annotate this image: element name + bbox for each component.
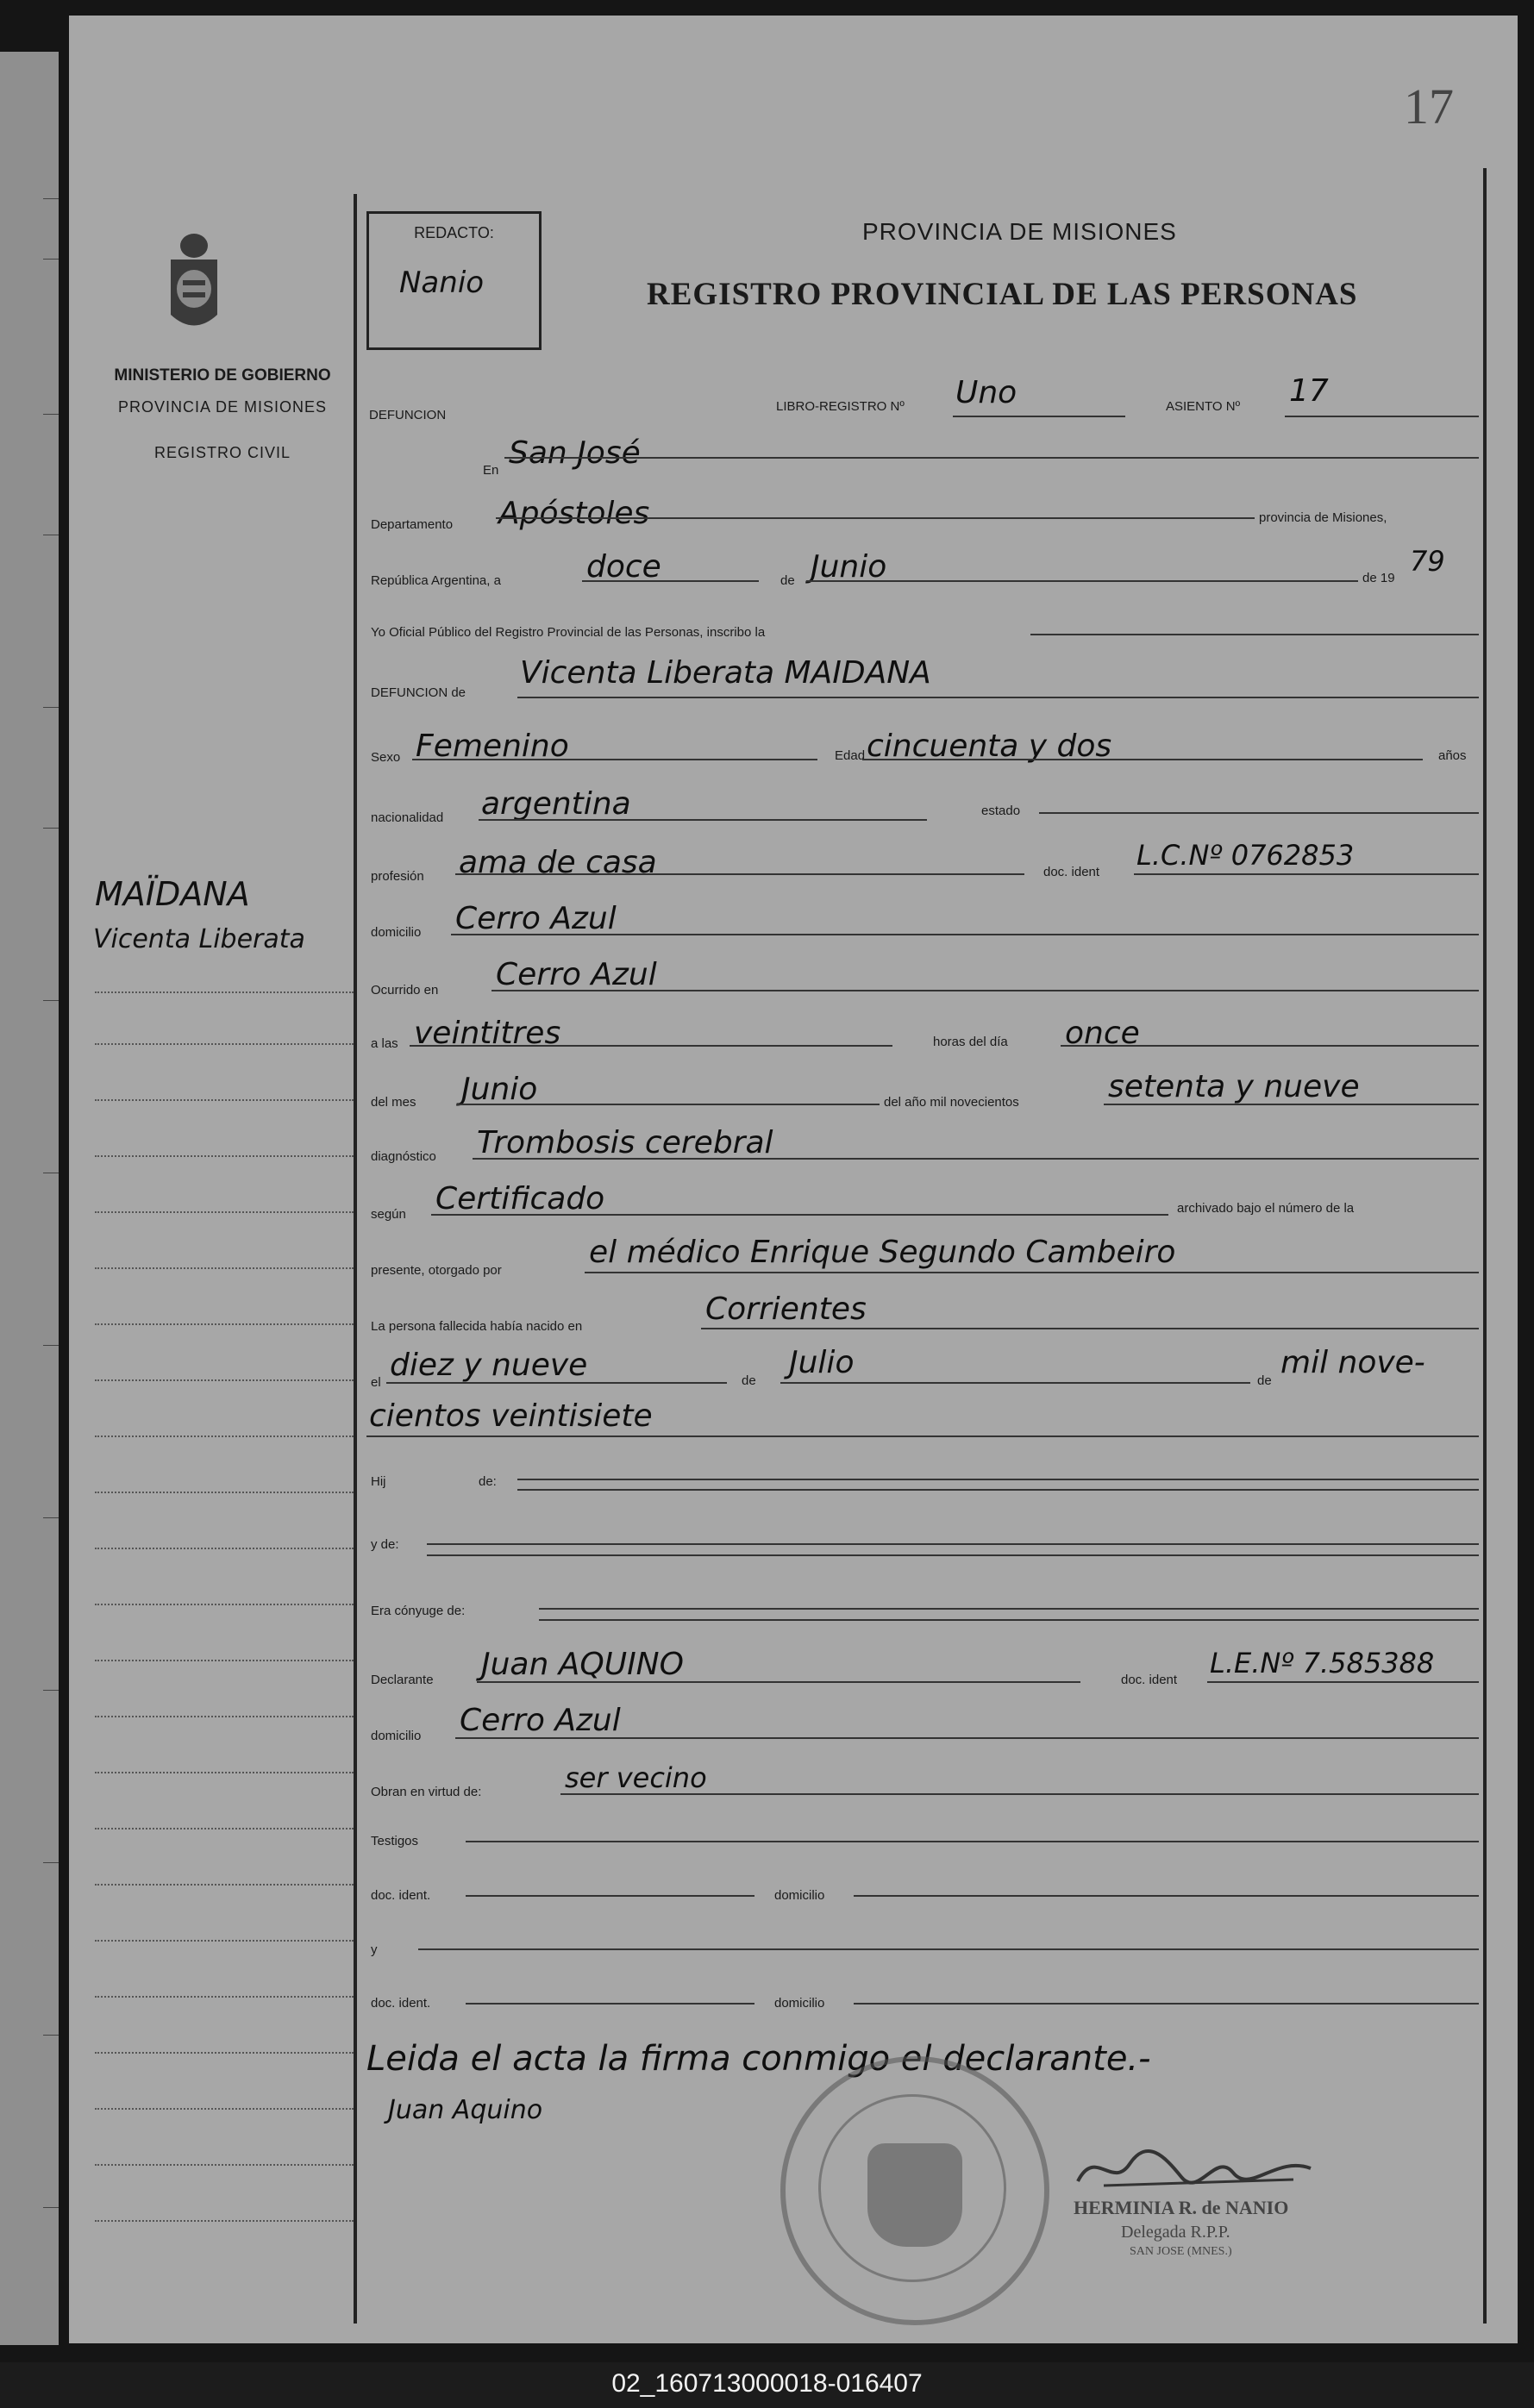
margin-ruling: [95, 1940, 354, 1942]
conyuge-line-2: [539, 1619, 1479, 1621]
diagnostico-value: Trombosis cerebral: [477, 1125, 773, 1160]
facing-page-rule: [43, 1000, 59, 1001]
doc-ident-value: L.C.Nº 0762853: [1136, 839, 1355, 872]
margin-ruling: [95, 2220, 354, 2222]
ministry-seal: [164, 228, 224, 341]
margin-ruling: [95, 1660, 354, 1661]
testigo2-doc-line: [466, 2003, 754, 2005]
testigo1-doc-line: [466, 1895, 754, 1897]
declarante-signature: Juan Aquino: [388, 2095, 543, 2125]
testigo-y-label: y: [371, 1942, 378, 1957]
margin-ruling: [95, 2108, 354, 2110]
margin-ruling: [95, 1267, 354, 1269]
ocurrido-value: Cerro Azul: [496, 957, 657, 992]
header-province: PROVINCIA DE MISIONES: [862, 218, 1177, 245]
nacimiento-lugar-line: [701, 1328, 1479, 1329]
margin-ruling: [95, 1548, 354, 1549]
domicilio-line: [451, 934, 1479, 935]
nacionalidad-label: nacionalidad: [371, 810, 444, 825]
sexo-line: [412, 759, 817, 760]
segun-value: Certificado: [435, 1181, 605, 1217]
hora-dia-label: horas del día: [933, 1035, 1008, 1049]
fecha-mes: Junio: [811, 549, 887, 585]
testigo2-dom-line: [854, 2003, 1479, 2005]
conyuge-label: Era cónyuge de:: [371, 1604, 466, 1618]
nacimiento-dia-line: [386, 1382, 727, 1384]
redacto-box: [366, 211, 542, 350]
nacimiento-lugar: Corrientes: [705, 1292, 867, 1327]
official-stamp: [780, 2056, 1049, 2325]
declarante-line: [477, 1681, 1080, 1683]
fecha-prefix: República Argentina, a: [371, 573, 501, 588]
margin-ruling: [95, 1211, 354, 1213]
closing-text: Leida el acta la firma conmigo el declarante.-: [366, 2039, 1151, 2079]
edad-line: [862, 759, 1423, 760]
ocurrido-line: [492, 990, 1479, 991]
margin-ruling: [95, 1604, 354, 1605]
margin-ruling: [95, 1155, 354, 1157]
nacionalidad-value: argentina: [481, 786, 631, 822]
margin-ruling: [95, 1996, 354, 1998]
hijo-label: Hij: [371, 1474, 386, 1489]
facing-page-rule: [43, 707, 59, 708]
margin-given-names: Vicenta Liberata: [93, 924, 305, 954]
mes-label: del mes: [371, 1095, 416, 1110]
facing-page-rule: [43, 1690, 59, 1691]
hora-prefix: a las: [371, 1036, 398, 1051]
libro-value: Uno: [955, 375, 1017, 410]
obran-label: Obran en virtud de:: [371, 1785, 482, 1799]
officer-signature: [1069, 2138, 1319, 2198]
margin-ruling: [95, 1492, 354, 1493]
conyuge-line-1: [539, 1608, 1479, 1610]
profesion-value: ama de casa: [459, 845, 657, 880]
testigo1-dom-label: domicilio: [774, 1888, 825, 1903]
doc-ident-label: doc. ident: [1043, 865, 1100, 879]
anio-value: setenta y nueve: [1108, 1069, 1360, 1104]
right-rule: [1483, 168, 1487, 2324]
fecha-mes-line: [806, 580, 1358, 582]
diagnostico-label: diagnóstico: [371, 1149, 436, 1164]
margin-ruling: [95, 1828, 354, 1829]
anio-label: del año mil novecientos: [884, 1095, 1019, 1110]
mes-line: [457, 1104, 880, 1105]
presente-line: [585, 1272, 1479, 1273]
officer-title: Delegada R.P.P.: [1121, 2223, 1230, 2242]
mes-value: Junio: [461, 1072, 538, 1107]
nacionalidad-line: [479, 819, 927, 821]
declarante-label: Declarante: [371, 1673, 434, 1687]
fecha-dia: doce: [586, 549, 661, 585]
facing-page-rule: [43, 1517, 59, 1518]
lugar-value: San José: [509, 435, 641, 471]
testigo2-dom-label: domicilio: [774, 1996, 825, 2011]
facing-page-rule: [43, 198, 59, 199]
nacimiento-label: La persona fallecida había nacido en: [371, 1319, 583, 1334]
ministry-title: MINISTERIO DE GOBIERNO: [114, 366, 331, 385]
margin-ruling: [95, 2052, 354, 2054]
fecha-dia-line: [582, 580, 759, 582]
testigo-y-line: [418, 1948, 1479, 1950]
hora-dia-line: [1061, 1045, 1479, 1047]
nacimiento-dia: diez y nueve: [390, 1348, 588, 1383]
segun-suffix: archivado bajo el número de la: [1177, 1201, 1355, 1216]
obran-value: ser vecino: [565, 1761, 707, 1794]
fallecido-label: DEFUNCION de: [371, 685, 466, 700]
facing-page-edge: [0, 52, 59, 2345]
presente-value: el médico Enrique Segundo Cambeiro: [589, 1235, 1176, 1270]
departamento-label: Departamento: [371, 517, 454, 532]
fecha-year: 79: [1410, 545, 1445, 578]
y-de-line-2: [427, 1554, 1479, 1556]
doc-ident-line: [1134, 873, 1479, 875]
declarante-doc-value: L.E.Nº 7.585388: [1210, 1647, 1435, 1679]
margin-ruling: [95, 2164, 354, 2166]
nacimiento-anio-line: [366, 1435, 1479, 1437]
fallecido-value: Vicenta Liberata MAIDANA: [520, 655, 931, 691]
y-de-line-1: [427, 1543, 1479, 1545]
facing-page-rule: [43, 2035, 59, 2036]
testigos-line: [466, 1841, 1479, 1842]
asiento-line: [1285, 416, 1479, 417]
oficial-statement: Yo Oficial Público del Registro Provincial de las Personas, inscribo la: [371, 625, 766, 640]
domicilio-label: domicilio: [371, 925, 422, 940]
libro-line: [953, 416, 1125, 417]
presente-label: presente, otorgado por: [371, 1263, 502, 1278]
hora-value: veintitres: [414, 1016, 561, 1051]
hora-line: [410, 1045, 892, 1047]
margin-ruling: [95, 1716, 354, 1717]
nacimiento-mes: Julio: [789, 1345, 855, 1380]
nacimiento-de-label: de: [742, 1373, 756, 1388]
facing-page-rule: [43, 2207, 59, 2208]
profesion-label: profesión: [371, 869, 424, 884]
edad-label: Edad: [835, 748, 866, 763]
asiento-value: 17: [1289, 373, 1329, 409]
diagnostico-line: [473, 1158, 1479, 1160]
ocurrido-label: Ocurrido en: [371, 983, 439, 998]
anio-line: [1104, 1104, 1479, 1105]
margin-ruling: [95, 1323, 354, 1325]
provincia-suffix: provincia de Misiones,: [1259, 510, 1387, 525]
nacimiento-el-label: el: [371, 1375, 381, 1390]
fecha-year-label: de 19: [1362, 571, 1395, 585]
profesion-line: [455, 873, 1024, 875]
domicilio-declarante-label: domicilio: [371, 1729, 422, 1743]
margin-ruling: [95, 1099, 354, 1101]
scan-footer-id: 02_160713000018-016407: [0, 2362, 1534, 2408]
ministry-province: PROVINCIA DE MISIONES: [117, 398, 328, 416]
act-type-label: DEFUNCION: [369, 408, 447, 422]
estado-label: estado: [981, 804, 1021, 818]
edad-suffix: años: [1438, 748, 1467, 763]
oficial-line: [1030, 634, 1479, 635]
asiento-label: ASIENTO Nº: [1166, 399, 1241, 414]
hijo-line-1: [517, 1479, 1479, 1480]
libro-label: LIBRO-REGISTRO Nº: [776, 399, 905, 414]
ministry-office: REGISTRO CIVIL: [153, 444, 291, 461]
nacimiento-de2-label: de: [1257, 1373, 1272, 1388]
sexo-label: Sexo: [371, 750, 401, 765]
facing-page-rule: [43, 414, 59, 415]
redacto-label: REDACTO:: [414, 224, 494, 241]
departamento-value: Apóstoles: [498, 496, 650, 531]
margin-rule: [354, 194, 357, 2324]
facing-page-rule: [43, 1345, 59, 1346]
obran-line: [560, 1793, 1479, 1795]
margin-surname: MAÏDANA: [95, 875, 250, 913]
fallecido-line: [517, 697, 1479, 698]
domicilio-value: Cerro Azul: [455, 901, 617, 936]
hijo-line-2: [517, 1489, 1479, 1491]
estado-line: [1039, 812, 1479, 814]
testigo2-doc-label: doc. ident.: [371, 1996, 431, 2011]
margin-ruling: [95, 1435, 354, 1437]
sexo-value: Femenino: [416, 729, 569, 764]
facing-page-rule: [43, 828, 59, 829]
testigos-label: Testigos: [371, 1834, 419, 1848]
fecha-de-label: de: [780, 573, 795, 588]
page-number: 17: [1404, 78, 1454, 134]
officer-name: HERMINIA R. de NANIO: [1074, 2197, 1289, 2218]
redacto-value: Nanio: [399, 266, 485, 300]
domicilio-declarante-line: [455, 1737, 1479, 1739]
domicilio-declarante-value: Cerro Azul: [460, 1703, 621, 1738]
departamento-line: [496, 517, 1255, 519]
margin-ruling: [95, 1043, 354, 1045]
testigo1-doc-label: doc. ident.: [371, 1888, 431, 1903]
y-de-label: y de:: [371, 1537, 399, 1552]
hijo-de-label: de:: [479, 1474, 497, 1489]
lugar-label: En: [483, 463, 499, 478]
nacimiento-anio-line2: cientos veintisiete: [369, 1398, 653, 1434]
declarante-doc-label: doc. ident: [1121, 1673, 1178, 1687]
nacimiento-anio-line1: mil nove-: [1280, 1345, 1425, 1380]
margin-ruling: [95, 1884, 354, 1886]
officer-place: SAN JOSE (MNES.): [1130, 2245, 1232, 2258]
stamp-emblem-icon: [867, 2143, 962, 2247]
nacimiento-mes-line: [780, 1382, 1250, 1384]
margin-ruling: [95, 1772, 354, 1773]
margin-ruling: [95, 991, 354, 993]
declarante-value: Juan AQUINO: [481, 1647, 684, 1682]
margin-ruling: [95, 1379, 354, 1381]
hora-dia: once: [1065, 1016, 1140, 1051]
header-registry: REGISTRO PROVINCIAL DE LAS PERSONAS: [647, 277, 1358, 312]
edad-value: cincuenta y dos: [867, 729, 1112, 764]
register-page: [69, 16, 1518, 2343]
facing-page-rule: [43, 1862, 59, 1863]
declarante-doc-line: [1207, 1681, 1479, 1683]
segun-label: según: [371, 1207, 406, 1222]
lugar-line: [504, 457, 1479, 459]
facing-page-rule: [43, 259, 59, 260]
testigo1-dom-line: [854, 1895, 1479, 1897]
segun-line: [431, 1214, 1168, 1216]
